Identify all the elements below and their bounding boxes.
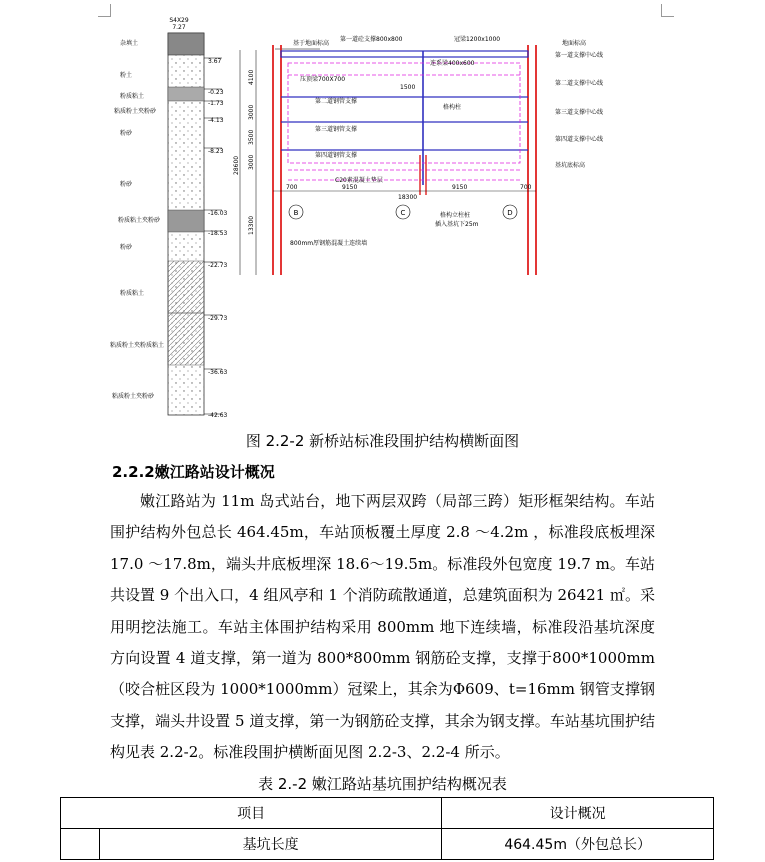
axis-b: B [293,209,299,217]
stratum-label: 粘质粉土夹粉砂 [114,108,157,115]
label-top-beam: 压顶梁700X700 [300,76,346,83]
label-side-dim: 1500 [400,84,416,91]
figure-caption: 图 2.2-2 新桥站标准段围护结构横断面图 [245,432,520,450]
hdim: 9150 [342,184,358,191]
label-support3: 第三道钢管支撑 [315,126,358,133]
stratum-label: 粘质粉土夹粉砂 [112,393,155,400]
hdim: 9150 [452,184,468,191]
vdim: 3500 [248,129,255,145]
stratum-label: 粘质粉土夹粉质粘土 [110,342,165,349]
borehole-elev: 7.27 [172,24,186,31]
depth-ticks [204,58,228,419]
vdim: 3000 [248,154,255,170]
hdim: 700 [520,184,532,191]
table-header: 项目 [61,798,442,829]
vertical-dimensions [233,50,256,275]
ground-label-left: 基于地面标高 [293,40,330,47]
axis-markers [289,205,517,219]
stratum-label: 粉土 [120,72,133,79]
section-body [110,486,655,769]
stratum-label: 粉砂 [120,130,133,137]
label-pile-1: 格构立柱桩 [440,212,471,219]
strata-labels [110,39,164,400]
table-caption: 表 2.-2 嫩江路站基坑围护结构概况表 [258,775,507,793]
depth-label: -22.73 [208,262,228,269]
vdim: 4100 [248,69,255,85]
table-header: 设计概况 [442,798,714,829]
section-heading: 2.2.2嫩江路站设计概况 [112,463,275,481]
stratum-label: 粉砂 [120,181,133,188]
stratum-label: 粉质粘土夹粉砂 [118,217,161,224]
depth-label: 3.67 [208,58,222,65]
figure [110,5,670,425]
label-column: 格构柱 [443,104,462,111]
depth-label: -16.03 [208,210,228,217]
label-support1: 第一道砼支撑800x800 [340,36,403,43]
ground-label-right: 地面标高 [562,40,587,47]
borehole-column [168,17,204,415]
horizontal-dimensions [273,184,536,201]
depth-label: -18.53 [208,230,228,237]
label-support2: 第二道钢管支撑 [315,98,358,105]
label-r-support4: 第四道支撑中心线 [555,136,604,143]
supports [281,51,528,185]
paragraph: 嫩江路站为 11m 岛式站台，地下两层双跨（局部三跨）矩形框架结构。车站围护结构外包总长 464.45m，车站顶板覆土厚度 2.8 ～4.2m ，标准段底板埋深 17.0 ～17.8m，端头井底板埋深 18.6～19.5m。标准段外包宽度 19.7 m。车站共设置 9 个出入口，4 组风亭和 1 个消防疏散通道，总建筑面积为 26421 ㎡。采用明挖法施工。车站主体围护结构采用 800mm 地下连续墙，标准段沿基坑深度方向设置 4 道支撑，第一道为 800*800mm 钢筋砼支撑，支撑于800*1000mm（咬合桩区段为 1000*1000mm）冠梁上，其余为Φ609、t=16mm 钢管支撑钢支撑，端头井设置 5 道支撑，第一为钢筋砼支撑，其余为钢支撑。车站基坑围护结构见表 2.2-2。标准段围护横断面见图 2.2-3、2.2-4 所示。 [110,492,655,762]
hdim: 700 [286,184,298,191]
label-pit-bottom: 基坑底标高 [555,162,586,169]
cross-section-drawing [110,5,670,425]
vdim: 3000 [248,104,255,120]
depth-label: -0.23 [208,89,224,96]
label-r-support2: 第二道支撑中心线 [555,80,604,87]
table-cell: 基坑长度 [100,829,442,860]
depth-label: -8.23 [208,148,224,155]
label-cushion: C20素混凝土垫层 [335,177,383,184]
vdim: 13300 [248,215,255,235]
label-pile-2: 插入基坑下25m [435,221,479,228]
depth-label: -29.73 [208,315,228,322]
label-r-support3: 第三道支撑中心线 [555,109,604,116]
table-cell [61,829,100,860]
vdim-total: 28600 [233,155,240,175]
stratum-label: 粉砂 [120,244,133,251]
depth-label: -42.63 [208,412,228,419]
borehole-id: S4X29 [169,17,189,24]
axis-d: D [507,209,513,217]
label-support4: 第四道钢管支撑 [315,152,358,159]
structure-labels [290,35,603,247]
stratum-label: 粉质粘土 [120,93,145,100]
depth-label: -1.73 [208,100,224,107]
hdim: 18300 [398,194,418,201]
depth-label: -36.63 [208,369,228,376]
table-row [61,829,714,860]
stratum-label: 粉质粘土 [120,290,145,297]
axis-c: C [400,209,406,217]
label-crown-beam: 冠梁1200x1000 [454,36,501,43]
table-cell: 464.45m（外包总长） [442,829,714,860]
table-header-row [61,798,714,829]
stratum-label: 杂填土 [120,40,139,47]
label-r-support1: 第一道支撑中心线 [555,52,604,59]
label-wall: 800mm厚钢筋混凝土连续墙 [290,240,368,247]
label-col-beam: 连系梁400x600 [430,60,475,67]
enclosure-table [60,797,714,860]
depth-label: -4.13 [208,117,224,124]
